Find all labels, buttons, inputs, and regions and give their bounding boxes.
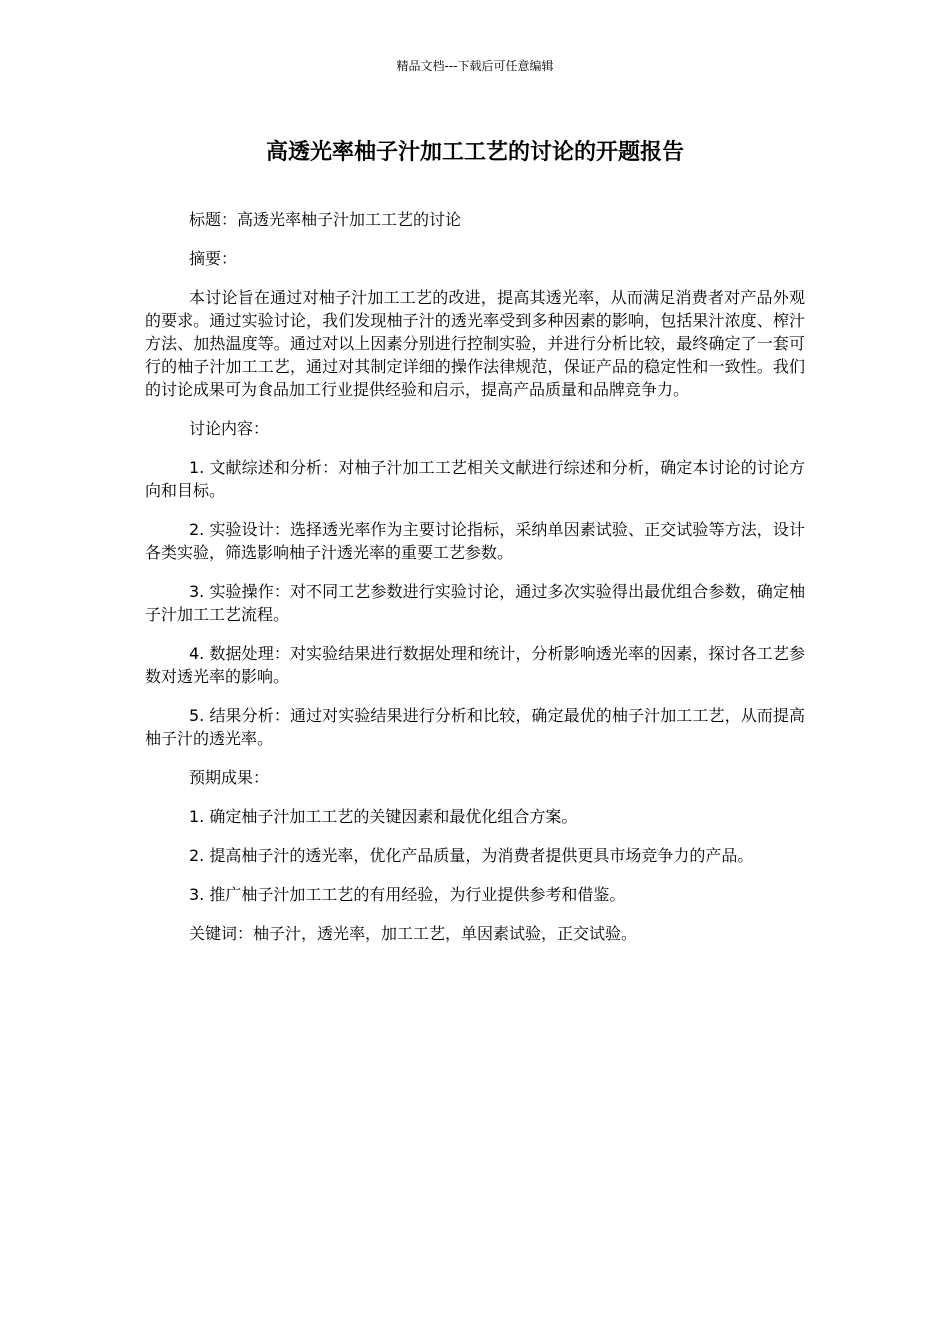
page-header: 精品文档---下载后可任意编辑: [396, 59, 554, 73]
subject-line: 标题：高透光率柚子汁加工工艺的讨论: [189, 210, 462, 229]
abstract-heading: 摘要：: [189, 249, 238, 268]
results-heading: 预期成果：: [189, 768, 270, 787]
document-body: [145, 208, 805, 961]
results-item: 2. 提高柚子汁的透光率，优化产品质量，为消费者提供更具市场竞争力的产品。: [189, 846, 754, 865]
content-item: 4. 数据处理：对实验结果进行数据处理和统计，分析影响透光率的因素，探讨各工艺参数对透光率的影响。: [145, 644, 805, 686]
results-item: 1. 确定柚子汁加工工艺的关键因素和最优化组合方案。: [189, 807, 578, 826]
keywords-line: 关键词：柚子汁，透光率，加工工艺，单因素试验，正交试验。: [189, 924, 638, 943]
content-item: 3. 实验操作：对不同工艺参数进行实验讨论，通过多次实验得出最优组合参数，确定柚子汁加工工艺流程。: [145, 582, 805, 624]
results-item: 3. 推广柚子汁加工工艺的有用经验，为行业提供参考和借鉴。: [189, 885, 626, 904]
content-item: 2. 实验设计：选择透光率作为主要讨论指标，采纳单因素试验、正交试验等方法，设计各类实验，筛选影响柚子汁透光率的重要工艺参数。: [145, 520, 805, 562]
document-title: 高透光率柚子汁加工工艺的讨论的开题报告: [265, 140, 684, 165]
content-heading: 讨论内容：: [189, 419, 270, 438]
content-item: 5. 结果分析：通过对实验结果进行分析和比较，确定最优的柚子汁加工工艺，从而提高柚子汁的透光率。: [145, 706, 805, 748]
abstract-paragraph: 本讨论旨在通过对柚子汁加工工艺的改进，提高其透光率，从而满足消费者对产品外观的要求。通过实验讨论，我们发现柚子汁的透光率受到多种因素的影响，包括果汁浓度、榨汁方法、加热温度等。通过对以上因素分别进行控制实验，并进行分析比较，最终确定了一套可行的柚子汁加工工艺，通过对其制定详细的操作法律规范，保证产品的稳定性和一致性。我们的讨论成果可为食品加工行业提供经验和启示，提高产品质量和品牌竞争力。: [145, 288, 805, 399]
content-item: 1. 文献综述和分析：对柚子汁加工工艺相关文献进行综述和分析，确定本讨论的讨论方向和目标。: [145, 458, 805, 500]
